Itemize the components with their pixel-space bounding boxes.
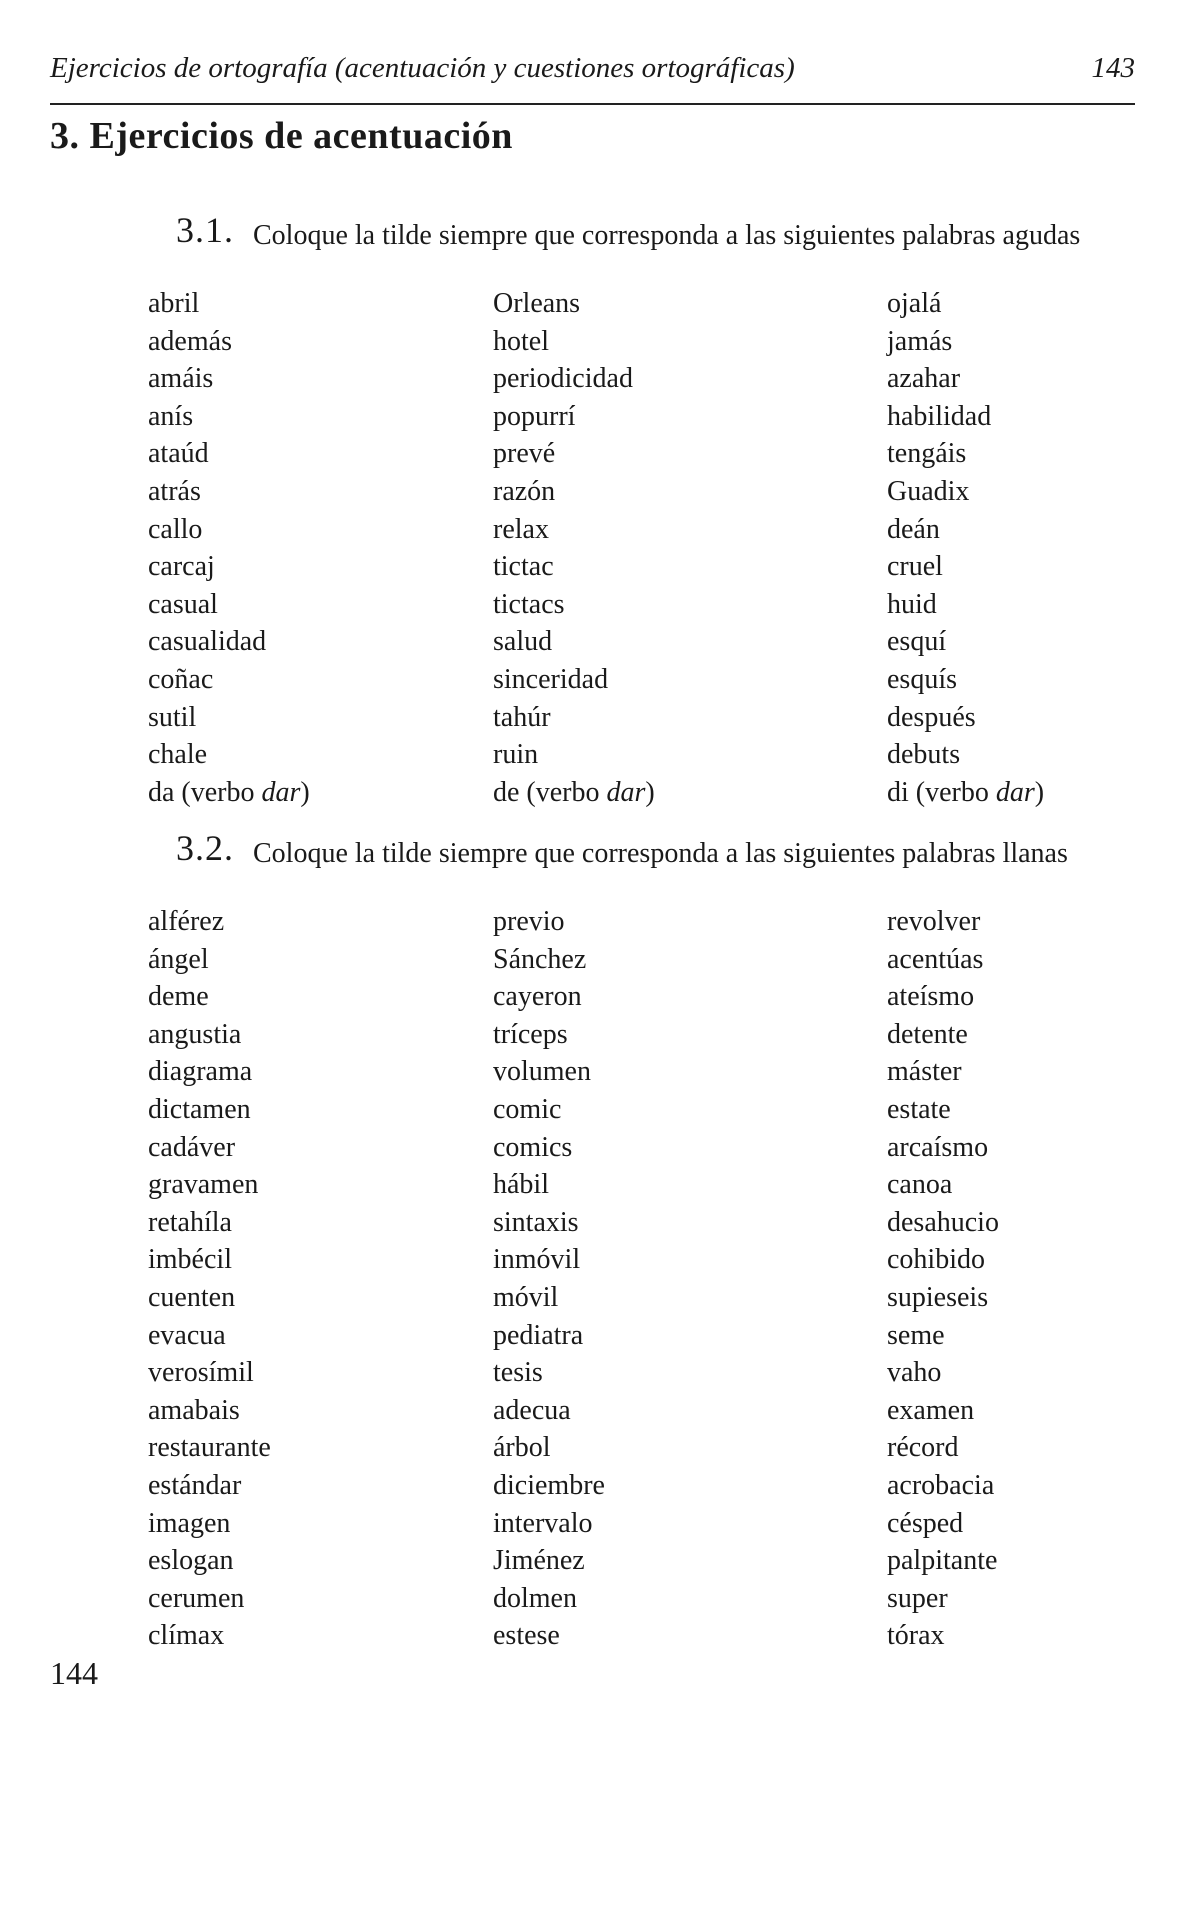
word-item: canoa: [887, 1169, 953, 1201]
word-item: imbécil: [148, 1244, 232, 1276]
word-item: adecua: [493, 1394, 571, 1426]
word-item: carcaj: [148, 551, 215, 583]
word-item: cohibido: [887, 1244, 985, 1276]
word-item: huid: [887, 588, 937, 620]
word-item: tictac: [493, 551, 554, 583]
word-item: tahúr: [493, 701, 551, 733]
word-grid: [148, 903, 1187, 1655]
word-item: tórax: [887, 1620, 945, 1652]
word-item: prevé: [493, 438, 556, 470]
word-item: además: [148, 325, 232, 357]
word-item: estese: [493, 1620, 560, 1652]
word-item: chale: [148, 739, 208, 771]
word-item: jamás: [887, 325, 953, 357]
word-item: sintaxis: [493, 1206, 579, 1238]
word-item: tengáis: [887, 438, 967, 470]
word-item: móvil: [493, 1281, 559, 1313]
word-item: árbol: [493, 1432, 551, 1464]
word-item: popurrí: [493, 400, 576, 432]
word-item: gravamen: [148, 1169, 259, 1201]
word-item: deán: [887, 513, 940, 545]
word-prefix: de (verbo: [493, 776, 607, 808]
word-item: desahucio: [887, 1206, 999, 1238]
word-item: azahar: [887, 363, 961, 395]
word-item: eslogan: [148, 1545, 234, 1577]
word-item: Guadix: [887, 475, 970, 507]
word-item: ataúd: [148, 438, 209, 470]
word-item: volumen: [493, 1056, 591, 1088]
word-suffix: ): [1034, 776, 1045, 808]
verb-name: dar: [606, 776, 646, 808]
word-item: dolmen: [493, 1582, 577, 1614]
word-item: previo: [493, 906, 565, 937]
word-item: hotel: [493, 325, 549, 357]
word-item: palpitante: [887, 1545, 998, 1577]
word-item: acentúas: [887, 943, 984, 975]
word-item: sinceridad: [493, 663, 609, 695]
word-item: super: [887, 1582, 948, 1614]
running-title: Ejercicios de ortografía (acentuación y cuestiones ortográficas): [50, 52, 795, 84]
word-item: amabais: [148, 1394, 240, 1426]
word-item: amáis: [148, 363, 214, 395]
word-item: retahíla: [148, 1206, 232, 1238]
word-suffix: ): [300, 776, 310, 808]
running-header: [50, 46, 1135, 90]
header-page-number: 143: [1091, 52, 1135, 84]
word-item: tesis: [493, 1357, 543, 1389]
exercise-header: [0, 827, 1200, 903]
word-item: Sánchez: [493, 943, 587, 975]
word-item: ángel: [148, 943, 209, 975]
word-item: deme: [148, 981, 209, 1013]
word-item: cruel: [887, 551, 943, 583]
word-item: comic: [493, 1093, 562, 1125]
word-item: coñac: [148, 663, 214, 695]
word-item: habilidad: [887, 400, 992, 432]
word-item: ojalá: [887, 288, 942, 319]
word-item: relax: [493, 513, 549, 545]
word-item: tríceps: [493, 1018, 568, 1050]
word-item: angustia: [148, 1018, 242, 1050]
word-item: después: [887, 701, 976, 733]
word-prefix: da (verbo: [148, 776, 262, 808]
word-suffix: ): [645, 776, 655, 808]
word-item: récord: [887, 1432, 959, 1464]
word-item: Orleans: [493, 288, 581, 319]
word-item: abril: [148, 288, 200, 319]
word-item: estándar: [148, 1469, 242, 1501]
word-item: tictacs: [493, 588, 565, 620]
word-item: periodicidad: [493, 363, 633, 395]
word-item: ateísmo: [887, 981, 975, 1013]
word-item: esquí: [887, 626, 947, 658]
word-item-verb: [148, 774, 493, 812]
word-item: hábil: [493, 1169, 549, 1201]
word-item-verb: [887, 774, 1187, 812]
word-item: clímax: [148, 1620, 225, 1652]
verb-name: dar: [261, 776, 301, 808]
word-item: ruin: [493, 739, 539, 771]
word-item: seme: [887, 1319, 945, 1351]
word-item: evacua: [148, 1319, 226, 1351]
word-item: examen: [887, 1394, 975, 1426]
exercise-3-1: [0, 209, 1200, 811]
word-item: cuenten: [148, 1281, 236, 1313]
exercise-3-2: [0, 827, 1200, 1655]
word-item: sutil: [148, 701, 197, 733]
word-item: supieseis: [887, 1281, 989, 1313]
word-item: estate: [887, 1093, 951, 1125]
verb-name: dar: [995, 776, 1035, 808]
header-rule: [50, 103, 1135, 105]
word-prefix: di (verbo: [887, 776, 996, 808]
word-item: intervalo: [493, 1507, 593, 1539]
word-item: verosímil: [148, 1357, 254, 1389]
word-item: cadáver: [148, 1131, 236, 1163]
word-item: inmóvil: [493, 1244, 581, 1276]
word-item: razón: [493, 475, 556, 507]
word-item: salud: [493, 626, 553, 658]
word-grid: [148, 285, 1187, 811]
word-item: vaho: [887, 1357, 942, 1389]
exercise-instruction: Coloque la tilde siempre que corresponda a las siguientes palabras agudas: [253, 220, 1081, 251]
word-item: esquís: [887, 663, 957, 695]
exercise-header: [0, 209, 1200, 285]
exercise-number: 3.2.: [176, 828, 234, 868]
word-item: detente: [887, 1018, 968, 1050]
footer-page-number: 144: [50, 1655, 98, 1691]
word-item: máster: [887, 1056, 962, 1088]
exercise-instruction: Coloque la tilde siempre que corresponda a las siguientes palabras llanas: [253, 838, 1068, 869]
word-item: restaurante: [148, 1432, 271, 1464]
word-item: callo: [148, 513, 203, 545]
word-item: atrás: [148, 475, 201, 507]
word-item: cayeron: [493, 981, 582, 1013]
word-item: acrobacia: [887, 1469, 995, 1501]
word-item: debuts: [887, 739, 961, 771]
word-item: imagen: [148, 1507, 231, 1539]
word-item: alférez: [148, 906, 225, 937]
word-item: casualidad: [148, 626, 267, 658]
word-item: cerumen: [148, 1582, 245, 1614]
word-item: Jiménez: [493, 1545, 585, 1577]
word-item: pediatra: [493, 1319, 584, 1351]
word-item: dictamen: [148, 1093, 251, 1125]
word-item: césped: [887, 1507, 964, 1539]
word-item: diciembre: [493, 1469, 605, 1501]
word-item: comics: [493, 1131, 573, 1163]
word-item: casual: [148, 588, 218, 620]
word-item: arcaísmo: [887, 1131, 989, 1163]
word-item: anís: [148, 400, 194, 432]
word-item: revolver: [887, 906, 981, 937]
word-item-verb: [493, 774, 887, 812]
exercise-number: 3.1.: [176, 210, 234, 250]
word-item: diagrama: [148, 1056, 253, 1088]
section-heading: 3. Ejercicios de acentuación: [50, 115, 513, 157]
